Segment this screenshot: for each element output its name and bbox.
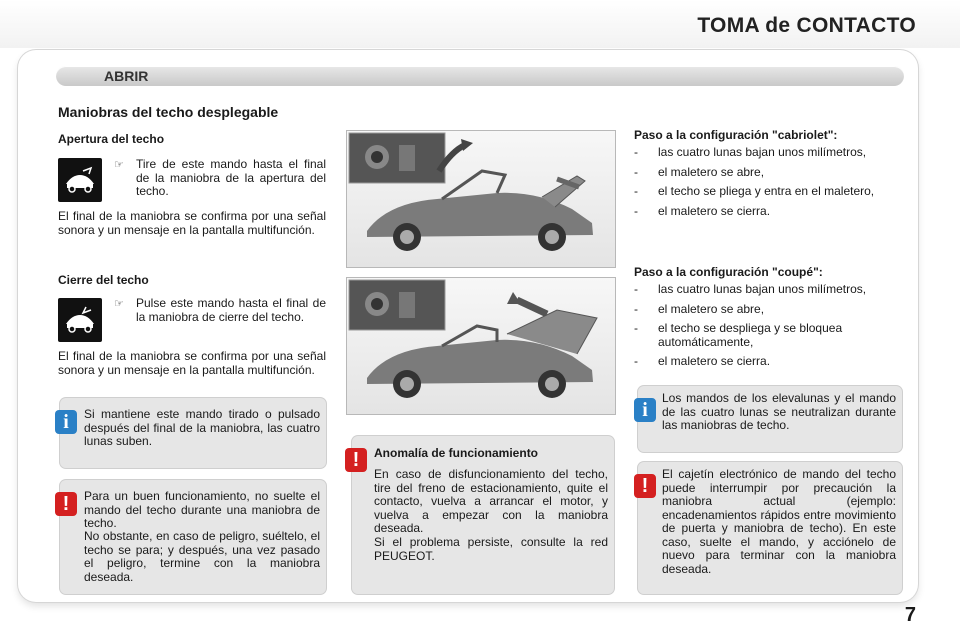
pointing-hand-icon: ☞ (114, 159, 124, 171)
warning-icon: ! (55, 492, 77, 516)
list-item: - el maletero se cierra. (634, 354, 771, 368)
cierre-heading: Cierre del techo (58, 273, 149, 287)
info-note-right (638, 386, 902, 452)
info-note-right-text: Los mandos de los elevalunas y el mando de las cuatro lunas se neutralizan durante las maniobras de techo. (662, 391, 896, 432)
anomaly-p2: Si el problema persiste, consulte la red PEUGEOT. (374, 535, 608, 563)
page-header-title: TOMA de CONTACTO (697, 14, 916, 37)
apertura-instruction: Tire de este mando hasta el final de la maniobra de la apertura del techo. (136, 157, 326, 198)
warning-note-right (638, 462, 902, 594)
section-bar (56, 66, 904, 86)
list-item: - el techo se despliega y se bloquea automáticamente, (634, 321, 843, 349)
info-note-left-text: Si mantiene este mando tirado o pulsado después del final de la maniobra, las cuatro lunas suben. (84, 407, 320, 448)
anomaly-heading: Anomalía de funcionamiento (374, 446, 539, 460)
warning-note-left-p2: No obstante, en caso de peligro, suéltelo, el techo se para; y después, una vez pasado el peligro, termine con la maniobra deseada. (84, 529, 320, 584)
coupe-heading: Paso a la configuración "coupé": (634, 265, 823, 279)
anomaly-p1: En caso de disfuncionamiento del techo, tire del freno de estacionamiento, quite el contacto, vuelva a arrancar el motor, y vuelva a empezar con la maniobra deseada. (374, 467, 608, 535)
warning-note-right-text: El cajetín electrónico de mando del techo puede interrumpir por precaución la maniobra actual (ejemplo: encadenamientos rápidos entre movimiento de puerta y maniobra de techo). En este caso, suelte el mando, y acciónelo de nuevo para terminar con la maniobra deseada. (662, 467, 896, 576)
list-item: - el maletero se abre, (634, 301, 765, 316)
warning-icon: ! (634, 474, 656, 498)
coupe-steps (634, 283, 904, 375)
info-note-left (60, 398, 326, 468)
cabriolet-steps (634, 146, 904, 224)
anomaly-warning-box (352, 436, 614, 594)
info-icon: i (634, 398, 656, 422)
warning-icon: ! (345, 448, 367, 472)
list-item: - las cuatro lunas bajan unos milímetros, (634, 145, 867, 159)
car-photo-cabriolet (346, 130, 616, 268)
apertura-heading: Apertura del techo (58, 132, 165, 146)
warning-note-left (60, 480, 326, 594)
page-title: Maniobras del techo desplegable (58, 104, 279, 120)
list-item: - el maletero se cierra. (634, 203, 771, 218)
roof-open-control-icon (58, 158, 102, 202)
list-item: - el techo se pliega y entra en el maletero, (634, 184, 875, 198)
warning-note-left-p1: Para un buen funcionamiento, no suelte el mando del techo durante una maniobra de techo. (84, 489, 320, 530)
list-item: - las cuatro lunas bajan unos milímetros, (634, 282, 867, 296)
roof-close-control-icon (58, 298, 102, 342)
info-icon: i (55, 410, 77, 434)
list-item: - el maletero se abre, (634, 164, 765, 179)
cierre-result: El final de la maniobra se confirma por una señal sonora y un mensaje en la pantalla multifunción. (58, 349, 326, 377)
page-number: 7 (904, 604, 916, 626)
pointing-hand-icon: ☞ (114, 298, 124, 310)
car-photo-coupe (346, 277, 616, 415)
cabriolet-heading: Paso a la configuración "cabriolet": (634, 128, 838, 142)
section-label: ABRIR (104, 68, 149, 84)
cierre-instruction: Pulse este mando hasta el final de la maniobra de cierre del techo. (136, 296, 326, 324)
apertura-result: El final de la maniobra se confirma por una señal sonora y un mensaje en la pantalla multifunción. (58, 209, 326, 237)
